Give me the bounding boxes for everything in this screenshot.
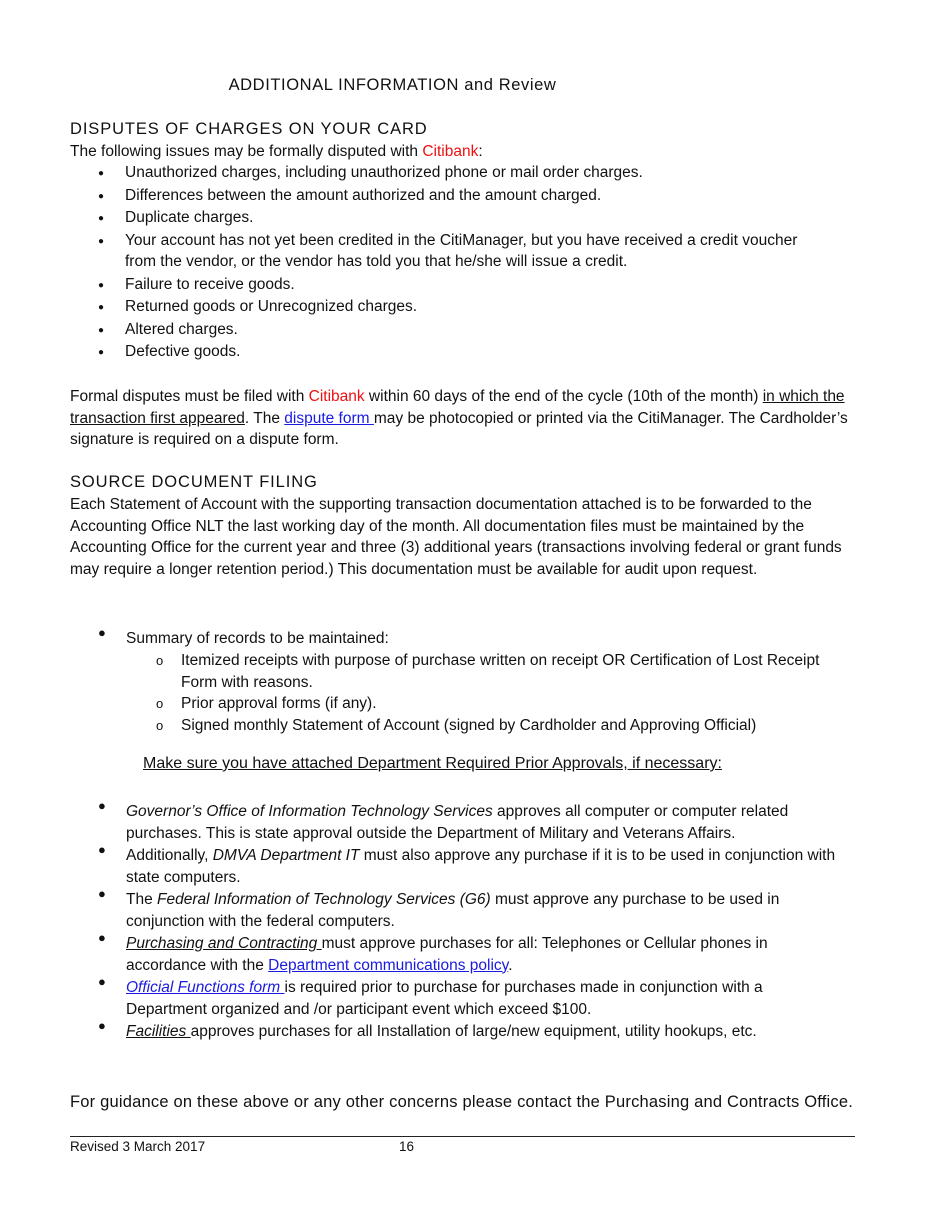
formal-disputes-paragraph: [70, 386, 855, 451]
approver-name: Purchasing and Contracting: [126, 935, 322, 952]
prior-approvals-reminder: Make sure you have attached Department Required Prior Approvals, if necessary:: [143, 755, 722, 772]
filing-paragraph: Each Statement of Account with the supporting transaction documentation attached is to be forwarded to the Accounting Office NLT the last working day of the month. All documentation files must be maintained by the Accounting Office for the current year and three (3) additional years (transactions involving federal or grant funds may require a longer retention period.) This documentation must be available for audit upon request.: [70, 496, 842, 578]
approval-item: [70, 933, 840, 976]
approval-text: approves all computer or computer related purchases. This is state approval outside the Department of Military and Veterans Affairs.: [126, 803, 789, 842]
official-functions-form-link[interactable]: Official Functions form: [126, 979, 285, 996]
approval-item: [70, 889, 840, 932]
communications-policy-link[interactable]: Department communications policy: [268, 956, 509, 974]
disputes-list: [70, 162, 805, 363]
dispute-item: ● Altered charges.: [70, 319, 805, 341]
approver-name: Facilities: [126, 1023, 191, 1040]
approval-text: must also approve any purchase if it is to be used in conjunction with state computers.: [126, 847, 836, 886]
approval-text: The: [126, 891, 158, 908]
approval-text: must approve any purchase to be used in conjunction with the federal computers.: [126, 891, 780, 930]
formal-text: may be photocopied or printed via the CitiManager. The Cardholder’s signature is required on a dispute form.: [70, 409, 848, 448]
approval-item: [70, 1021, 840, 1043]
dispute-item: ● Returned goods or Unrecognized charges.: [70, 296, 805, 318]
approver-name: DMVA Department IT: [212, 847, 360, 864]
formal-underlined-text: in which the transaction first appeared: [70, 388, 845, 427]
dispute-item: ● Duplicate charges.: [70, 207, 805, 229]
revised-date: Revised 3 March 2017: [70, 1139, 206, 1154]
approval-item: [70, 845, 840, 888]
disputes-intro: [70, 141, 855, 163]
formal-text: Formal disputes must be filed with: [70, 388, 309, 405]
formal-text: . The: [244, 409, 285, 427]
approval-text: is required prior to purchase for purchases made in conjunction with a Department organized and /or participant event which exceed $100.: [126, 979, 763, 1018]
approval-text: approves purchases for all Installation of large/new equipment, utility hookups, etc.: [190, 1023, 757, 1040]
dispute-item: ● Failure to receive goods.: [70, 274, 805, 296]
approval-text: must approve purchases for all: Telephones or Cellular phones in accordance with the: [126, 935, 768, 974]
formal-text: within 60 days of the end of the cycle (10th of the month): [364, 388, 763, 405]
dispute-item: ● Defective goods.: [70, 341, 805, 363]
approval-text: Additionally,: [126, 847, 213, 864]
approver-name: Federal Information of Technology Services (G6): [157, 891, 491, 908]
dispute-item: ● Unauthorized charges, including unauthorized phone or mail order charges.: [70, 162, 805, 184]
citibank-name: Citibank: [422, 143, 479, 160]
records-list: [70, 650, 830, 736]
citibank-name: Citibank: [308, 388, 365, 405]
dispute-item: ● Differences between the amount authorized and the amount charged.: [70, 185, 805, 207]
record-item: o Signed monthly Statement of Account (signed by Cardholder and Approving Official): [70, 715, 830, 737]
approval-item: [70, 801, 840, 844]
records-summary-item: [70, 628, 855, 650]
record-item: o Itemized receipts with purpose of purchase written on receipt OR Certification of Lost Receipt Form with reasons.: [70, 650, 830, 693]
dispute-form-link[interactable]: dispute form: [284, 409, 374, 427]
footer-divider: [70, 1136, 855, 1137]
record-item: o Prior approval forms (if any).: [70, 693, 830, 715]
filing-heading: SOURCE DOCUMENT FILING: [70, 473, 318, 491]
records-summary-label: Summary of records to be maintained:: [126, 630, 389, 647]
page-number: 16: [399, 1139, 415, 1154]
page-title: ADDITIONAL INFORMATION and Review: [228, 76, 557, 94]
approval-item: [70, 977, 840, 1020]
approver-name: Governor’s Office of Information Technology Services: [126, 803, 493, 820]
guidance-paragraph: For guidance on these above or any other concerns please contact the Purchasing and Contracts Office.: [70, 1093, 854, 1111]
disputes-intro-colon: :: [478, 143, 483, 160]
disputes-intro-text: The following issues may be formally disputed with: [70, 143, 423, 160]
approval-text: .: [508, 956, 513, 974]
records-summary-list: [70, 628, 855, 651]
disputes-heading: DISPUTES OF CHARGES ON YOUR CARD: [70, 120, 428, 138]
approvals-list: [70, 801, 840, 1044]
dispute-item: ● Your account has not yet been credited in the CitiManager, but you have received a credit voucher from the vendor, or the vendor has told you that he/she will issue a credit.: [70, 230, 805, 273]
